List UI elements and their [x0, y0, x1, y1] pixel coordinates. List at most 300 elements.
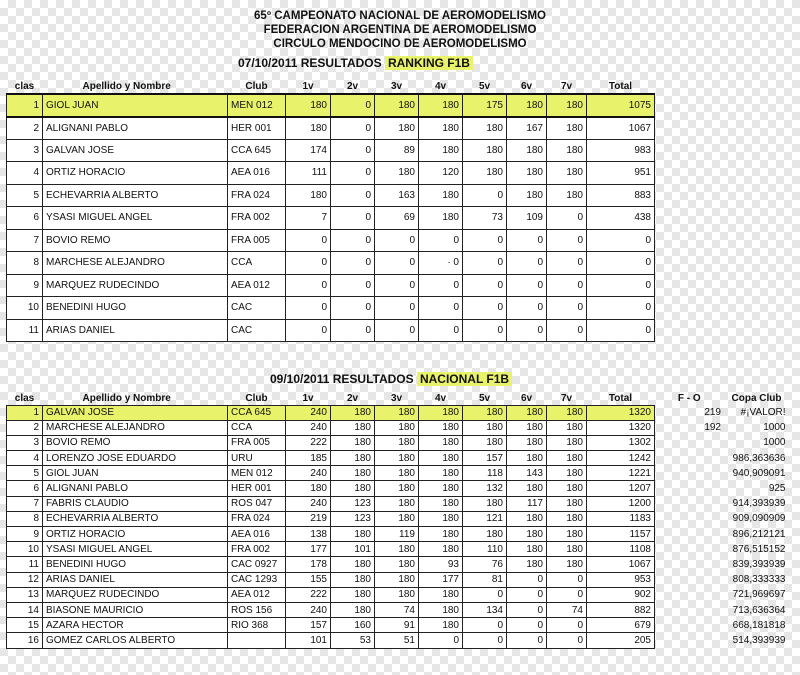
flight-cell: 180	[419, 496, 463, 511]
flight-cell: 180	[419, 481, 463, 496]
club-cell: AEA 016	[228, 162, 286, 185]
column-header: clas	[14, 81, 35, 92]
fly-off-cell	[655, 572, 725, 587]
flight-cell: 180	[547, 496, 587, 511]
flight-cell: 180	[419, 511, 463, 526]
rank-cell: 5	[7, 466, 43, 481]
total-cell: 1067	[587, 557, 655, 572]
name-cell: ALIGNANI PABLO	[43, 481, 228, 496]
club-cell: HER 001	[228, 117, 286, 140]
flight-cell: 111	[286, 162, 331, 185]
copa-club-cell: 808,333333	[732, 574, 786, 586]
name-cell: GALVAN JOSE	[43, 139, 228, 162]
flight-cell: 120	[419, 162, 463, 185]
name-cell: ARIAS DANIEL	[43, 572, 228, 587]
flight-cell: 89	[375, 139, 419, 162]
nacional-title-highlight: NACIONAL F1B	[417, 372, 512, 386]
total-cell: 883	[587, 184, 655, 207]
flight-cell: 180	[419, 435, 463, 450]
copa-club-cell: 896,212121	[732, 528, 786, 540]
flight-cell: 0	[463, 229, 507, 252]
flight-cell: 180	[419, 587, 463, 602]
name-cell: GIOL JUAN	[43, 94, 228, 117]
name-cell: MARQUEZ RUDECINDO	[43, 274, 228, 297]
table-row	[7, 139, 655, 162]
flight-cell: 222	[286, 435, 331, 450]
flight-cell: 180	[286, 117, 331, 140]
table-row	[7, 496, 789, 511]
flight-cell: 0	[375, 252, 419, 275]
total-cell: 1200	[587, 496, 655, 511]
flight-cell: 240	[286, 466, 331, 481]
flight-cell: 180	[331, 451, 375, 466]
flight-cell: 240	[286, 496, 331, 511]
name-cell: ALIGNANI PABLO	[43, 117, 228, 140]
copa-club-cell: 1000	[763, 422, 786, 434]
flight-cell: 180	[375, 420, 419, 435]
table-row	[7, 618, 789, 633]
rank-cell: 3	[7, 139, 43, 162]
name-cell: ORTIZ HORACIO	[43, 527, 228, 542]
header-row	[7, 392, 789, 405]
total-cell: 882	[587, 602, 655, 617]
flight-cell: 180	[463, 496, 507, 511]
name-cell: GOMEZ CARLOS ALBERTO	[43, 633, 228, 648]
club-cell: CCA	[228, 420, 286, 435]
nacional-title-prefix: 09/10/2011 RESULTADOS	[270, 372, 414, 386]
club-cell: MEN 012	[228, 466, 286, 481]
table-row	[7, 572, 789, 587]
column-header: 2v	[346, 392, 359, 404]
flight-cell: 117	[507, 496, 547, 511]
fly-off-cell	[655, 618, 725, 633]
total-cell: 1207	[587, 481, 655, 496]
rank-cell: 7	[7, 229, 43, 252]
flight-cell: 180	[547, 139, 587, 162]
total-cell: 1320	[587, 420, 655, 435]
fly-off-cell	[655, 557, 725, 572]
flight-cell: 175	[463, 94, 507, 117]
flight-cell: 180	[375, 405, 419, 420]
flight-cell: 180	[375, 94, 419, 117]
flight-cell: 180	[463, 405, 507, 420]
flight-cell: 180	[419, 542, 463, 557]
total-cell: 951	[587, 162, 655, 185]
total-cell: 0	[587, 297, 655, 320]
column-header: Copa Club	[731, 393, 782, 404]
flight-cell: 180	[419, 207, 463, 230]
flight-cell: 76	[463, 557, 507, 572]
header-line-3: CIRCULO MENDOCINO DE AEROMODELISMO	[273, 38, 527, 50]
total-cell: 983	[587, 139, 655, 162]
name-cell: MARQUEZ RUDECINDO	[43, 587, 228, 602]
table-row	[7, 229, 655, 252]
total-cell: 1067	[587, 117, 655, 140]
column-header: 6v	[520, 392, 533, 404]
flight-cell: 0	[507, 274, 547, 297]
fly-off-cell	[655, 451, 725, 466]
flight-cell: 180	[507, 451, 547, 466]
flight-cell: 0	[375, 274, 419, 297]
flight-cell: 0	[507, 633, 547, 648]
flight-cell: 0	[375, 229, 419, 252]
flight-cell: 219	[286, 511, 331, 526]
flight-cell: 180	[547, 511, 587, 526]
flight-cell: 0	[419, 297, 463, 320]
flight-cell: 53	[331, 633, 375, 648]
flight-cell: 0	[331, 94, 375, 117]
flight-cell: 0	[286, 319, 331, 342]
column-header: 6v	[520, 81, 533, 92]
club-cell: CCA 645	[228, 139, 286, 162]
flight-cell: 0	[463, 633, 507, 648]
flight-cell: 240	[286, 602, 331, 617]
flight-cell: 119	[375, 527, 419, 542]
flight-cell: 178	[286, 557, 331, 572]
flight-cell: 74	[547, 602, 587, 617]
club-cell: CAC	[228, 319, 286, 342]
flight-cell: · 0	[419, 252, 463, 275]
total-cell: 679	[587, 618, 655, 633]
flight-cell: 0	[507, 618, 547, 633]
flight-cell: 0	[419, 319, 463, 342]
flight-cell: 101	[331, 542, 375, 557]
flight-cell: 180	[547, 542, 587, 557]
total-cell: 1221	[587, 466, 655, 481]
flight-cell: 163	[375, 184, 419, 207]
total-cell: 0	[587, 274, 655, 297]
ranking-table	[6, 80, 655, 342]
flight-cell: 180	[375, 511, 419, 526]
flight-cell: 180	[547, 184, 587, 207]
flight-cell: 180	[507, 162, 547, 185]
rank-cell: 2	[7, 117, 43, 140]
flight-cell: 180	[375, 481, 419, 496]
rank-cell: 1	[7, 405, 43, 420]
flight-cell: 180	[331, 557, 375, 572]
flight-cell: 180	[375, 451, 419, 466]
column-header: 7v	[560, 392, 573, 404]
total-cell: 0	[587, 252, 655, 275]
flight-cell: 180	[547, 466, 587, 481]
table-row	[7, 435, 789, 450]
flight-cell: 0	[331, 162, 375, 185]
flight-cell: 0	[331, 297, 375, 320]
name-cell: BIASONE MAURICIO	[43, 602, 228, 617]
fly-off-cell	[655, 542, 725, 557]
fly-off-cell	[655, 481, 725, 496]
column-header: Club	[245, 81, 268, 92]
flight-cell: 0	[375, 319, 419, 342]
flight-cell: 167	[507, 117, 547, 140]
flight-cell: 180	[547, 527, 587, 542]
total-cell: 0	[587, 319, 655, 342]
flight-cell: 0	[547, 319, 587, 342]
club-cell: URU	[228, 451, 286, 466]
flight-cell: 0	[419, 229, 463, 252]
header-row	[7, 80, 655, 94]
table-row	[7, 297, 655, 320]
flight-cell: 180	[331, 527, 375, 542]
table-row	[7, 274, 655, 297]
rank-cell: 7	[7, 496, 43, 511]
column-header: Total	[608, 392, 633, 404]
column-header: 3v	[390, 81, 403, 92]
flight-cell: 180	[331, 435, 375, 450]
total-cell: 0	[587, 229, 655, 252]
flight-cell: 180	[331, 405, 375, 420]
name-cell: BENEDINI HUGO	[43, 297, 228, 320]
flight-cell: 180	[419, 466, 463, 481]
column-header: F - O	[677, 393, 701, 404]
rank-cell: 3	[7, 435, 43, 450]
flight-cell: 109	[507, 207, 547, 230]
copa-club-cell: 668,181818	[732, 619, 786, 631]
fly-off-cell	[655, 496, 725, 511]
flight-cell: 0	[463, 319, 507, 342]
ranking-title	[238, 56, 473, 70]
flight-cell: 0	[331, 252, 375, 275]
copa-club-cell: #¡VALOR!	[740, 407, 786, 419]
rank-cell: 6	[7, 207, 43, 230]
table-row	[7, 557, 789, 572]
name-cell: YSASI MIGUEL ANGEL	[43, 207, 228, 230]
total-cell: 953	[587, 572, 655, 587]
copa-club-cell: 925	[768, 483, 786, 495]
flight-cell: 0	[507, 572, 547, 587]
flight-cell: 123	[331, 496, 375, 511]
copa-club-cell: 909,090909	[732, 513, 786, 525]
flight-cell: 0	[463, 297, 507, 320]
column-header: Club	[245, 392, 268, 404]
column-header: 5v	[478, 81, 491, 92]
flight-cell: 180	[375, 557, 419, 572]
flight-cell: 0	[331, 117, 375, 140]
flight-cell: 91	[375, 618, 419, 633]
flight-cell: 138	[286, 527, 331, 542]
table-row	[7, 481, 789, 496]
flight-cell: 180	[331, 587, 375, 602]
flight-cell: 180	[286, 94, 331, 117]
rank-cell: 9	[7, 274, 43, 297]
rank-cell: 10	[7, 297, 43, 320]
club-cell: ROS 156	[228, 602, 286, 617]
club-cell: RIO 368	[228, 618, 286, 633]
flight-cell: 0	[547, 252, 587, 275]
total-cell: 1242	[587, 451, 655, 466]
flight-cell: 180	[507, 481, 547, 496]
rank-cell: 9	[7, 527, 43, 542]
copa-club-cell: 713,636364	[732, 604, 786, 616]
flight-cell: 177	[419, 572, 463, 587]
flight-cell: 180	[331, 481, 375, 496]
name-cell: YSASI MIGUEL ANGEL	[43, 542, 228, 557]
club-cell: FRA 002	[228, 207, 286, 230]
flight-cell: 101	[286, 633, 331, 648]
flight-cell: 180	[375, 466, 419, 481]
copa-club-cell: 514,393939	[732, 634, 786, 646]
flight-cell: 180	[419, 184, 463, 207]
flight-cell: 180	[547, 117, 587, 140]
club-cell: FRA 005	[228, 435, 286, 450]
header-line-1: 65º CAMPEONATO NACIONAL DE AEROMODELISMO	[254, 10, 546, 22]
flight-cell: 157	[463, 451, 507, 466]
flight-cell: 157	[286, 618, 331, 633]
rank-cell: 5	[7, 184, 43, 207]
rank-cell: 6	[7, 481, 43, 496]
flight-cell: 180	[507, 184, 547, 207]
name-cell: LORENZO JOSE EDUARDO	[43, 451, 228, 466]
flight-cell: 0	[419, 633, 463, 648]
table-row	[7, 633, 789, 648]
rank-cell: 2	[7, 420, 43, 435]
club-cell: CAC 1293	[228, 572, 286, 587]
column-header: 7v	[560, 81, 573, 92]
total-cell: 902	[587, 587, 655, 602]
total-cell: 205	[587, 633, 655, 648]
flight-cell: 81	[463, 572, 507, 587]
copa-club-cell: 940,909091	[732, 467, 786, 479]
flight-cell: 180	[547, 420, 587, 435]
column-header: Apellido y Nombre	[82, 392, 171, 404]
total-cell: 438	[587, 207, 655, 230]
flight-cell: 118	[463, 466, 507, 481]
rank-cell: 14	[7, 602, 43, 617]
flight-cell: 0	[375, 297, 419, 320]
flight-cell: 180	[463, 162, 507, 185]
fly-off-cell: 219	[704, 407, 721, 419]
ranking-title-prefix: 07/10/2011 RESULTADOS	[238, 56, 382, 70]
flight-cell: 0	[419, 274, 463, 297]
nacional-title	[270, 372, 512, 386]
column-header: 1v	[302, 81, 314, 92]
flight-cell: 180	[286, 184, 331, 207]
flight-cell: 177	[286, 542, 331, 557]
flight-cell: 180	[547, 405, 587, 420]
rank-cell: 10	[7, 542, 43, 557]
table-row	[7, 405, 789, 420]
rank-cell: 8	[7, 511, 43, 526]
club-cell: CCA	[228, 252, 286, 275]
table-row	[7, 252, 655, 275]
fly-off-cell	[655, 587, 725, 602]
flight-cell: 123	[331, 511, 375, 526]
flight-cell: 180	[507, 511, 547, 526]
table-row	[7, 466, 789, 481]
column-header: 5v	[478, 392, 491, 404]
flight-cell: 180	[331, 420, 375, 435]
flight-cell: 180	[507, 435, 547, 450]
column-header: 3v	[390, 392, 403, 404]
fly-off-cell	[655, 435, 725, 450]
flight-cell: 180	[507, 527, 547, 542]
flight-cell: 180	[331, 466, 375, 481]
flight-cell: 132	[463, 481, 507, 496]
flight-cell: 180	[419, 405, 463, 420]
flight-cell: 73	[463, 207, 507, 230]
flight-cell: 0	[331, 207, 375, 230]
rank-cell: 8	[7, 252, 43, 275]
flight-cell: 180	[419, 139, 463, 162]
name-cell: AZARA HECTOR	[43, 618, 228, 633]
fly-off-cell: 192	[704, 422, 721, 434]
flight-cell: 180	[547, 451, 587, 466]
column-header: 4v	[434, 81, 447, 92]
table-row	[7, 184, 655, 207]
name-cell: MARCHESE ALEJANDRO	[43, 420, 228, 435]
flight-cell: 134	[463, 602, 507, 617]
copa-club-cell: 876,515152	[732, 543, 786, 555]
name-cell: FABRIS CLAUDIO	[43, 496, 228, 511]
flight-cell: 0	[507, 297, 547, 320]
flight-cell: 0	[507, 602, 547, 617]
club-cell: HER 001	[228, 481, 286, 496]
name-cell: ECHEVARRIA ALBERTO	[43, 511, 228, 526]
fly-off-cell	[655, 602, 725, 617]
rank-cell: 4	[7, 162, 43, 185]
flight-cell: 180	[547, 481, 587, 496]
flight-cell: 240	[286, 420, 331, 435]
flight-cell: 180	[547, 557, 587, 572]
flight-cell: 69	[375, 207, 419, 230]
club-cell: CAC	[228, 297, 286, 320]
column-header: 1v	[302, 392, 314, 404]
flight-cell: 0	[547, 297, 587, 320]
flight-cell: 180	[375, 162, 419, 185]
flight-cell: 0	[331, 274, 375, 297]
club-cell: CCA 645	[228, 405, 286, 420]
name-cell: BOVIO REMO	[43, 435, 228, 450]
total-cell: 1157	[587, 527, 655, 542]
flight-cell: 180	[375, 587, 419, 602]
table-row	[7, 420, 789, 435]
club-cell: AEA 012	[228, 587, 286, 602]
flight-cell: 0	[331, 319, 375, 342]
ranking-title-highlight: RANKING F1B	[385, 56, 473, 70]
flight-cell: 0	[547, 207, 587, 230]
column-header: clas	[14, 392, 35, 404]
flight-cell: 180	[375, 542, 419, 557]
rank-cell: 4	[7, 451, 43, 466]
flight-cell: 0	[547, 618, 587, 633]
club-cell: FRA 002	[228, 542, 286, 557]
flight-cell: 180	[419, 420, 463, 435]
total-cell: 1108	[587, 542, 655, 557]
flight-cell: 0	[463, 184, 507, 207]
flight-cell: 180	[463, 420, 507, 435]
flight-cell: 180	[419, 618, 463, 633]
club-cell: ROS 047	[228, 496, 286, 511]
flight-cell: 0	[331, 229, 375, 252]
flight-cell: 0	[286, 252, 331, 275]
rank-cell: 1	[7, 94, 43, 117]
table-row	[7, 117, 655, 140]
flight-cell: 180	[547, 435, 587, 450]
fly-off-cell	[655, 633, 725, 648]
flight-cell: 180	[419, 94, 463, 117]
rank-cell: 13	[7, 587, 43, 602]
copa-club-cell: 986,363636	[732, 452, 786, 464]
header-line-2: FEDERACION ARGENTINA DE AEROMODELISMO	[263, 24, 537, 36]
total-cell: 1075	[587, 94, 655, 117]
club-cell: FRA 005	[228, 229, 286, 252]
total-cell: 1320	[587, 405, 655, 420]
flight-cell: 180	[507, 139, 547, 162]
rank-cell: 11	[7, 557, 43, 572]
club-cell: FRA 024	[228, 511, 286, 526]
flight-cell: 174	[286, 139, 331, 162]
club-cell: FRA 024	[228, 184, 286, 207]
